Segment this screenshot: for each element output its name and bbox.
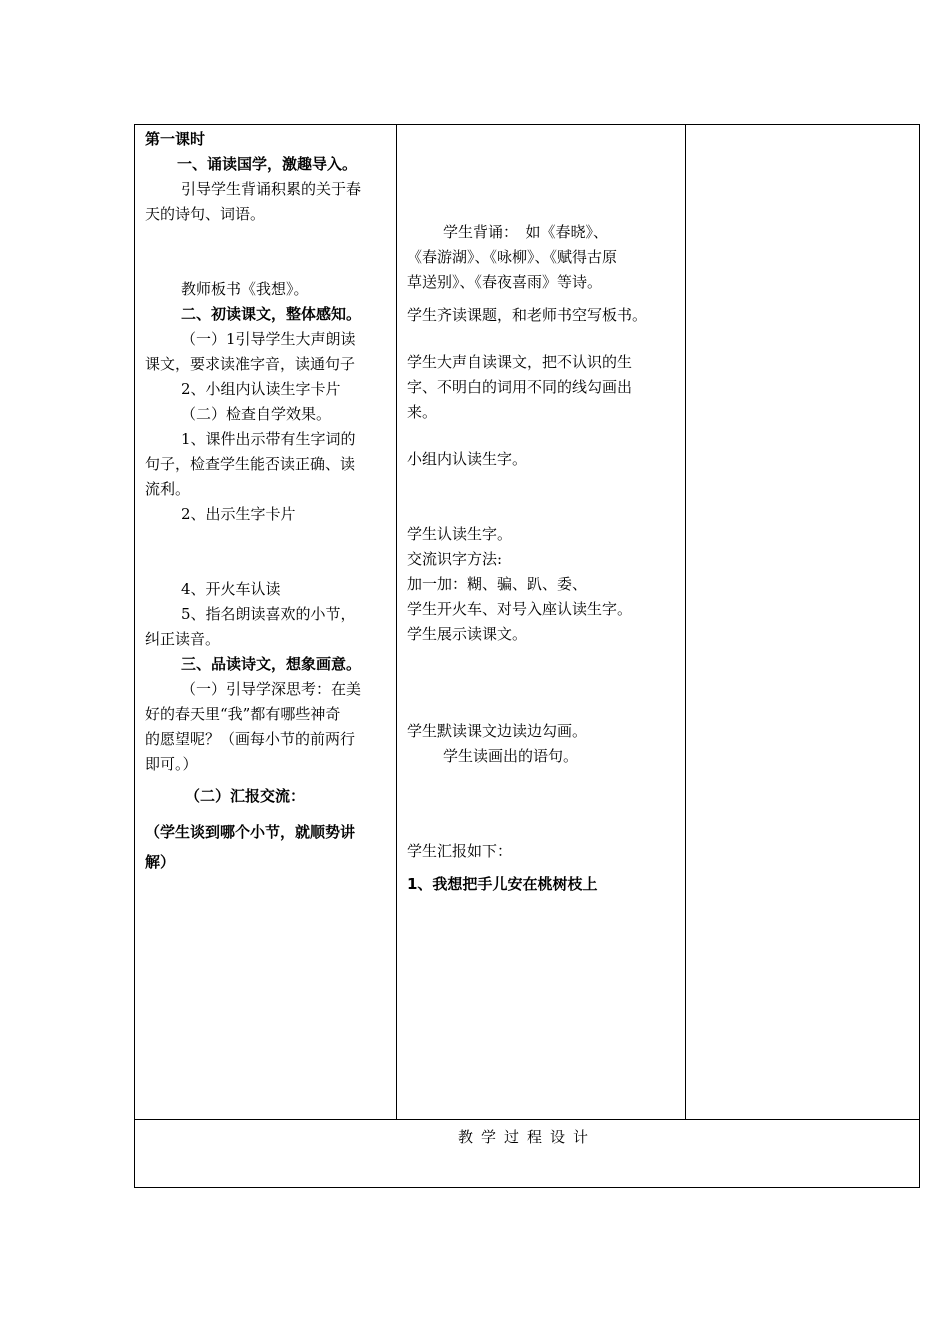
text-line: （一）引导学深思考：在美	[181, 680, 362, 698]
teacher-activity-cell	[145, 127, 390, 877]
text-line: 教师板书《我想》。	[181, 280, 309, 298]
text-line: 加一加：糊、骗、趴、委、	[407, 575, 588, 593]
text-line: 学生认读生字。	[407, 525, 513, 543]
text-line: 天的诗句、词语。	[145, 205, 266, 223]
text-line: 1、课件出示带有生字词的	[181, 430, 356, 448]
note-line: 解）	[145, 853, 176, 871]
section-heading: 二、初读课文，整体感知。	[181, 305, 362, 323]
note-line: （学生谈到哪个小节，就顺势讲	[145, 823, 356, 841]
text-line: 纠正读音。	[145, 630, 221, 648]
text-line: 好的春天里“我”都有哪些神奇	[145, 705, 341, 723]
column-divider	[396, 125, 397, 1119]
text-line: 引导学生背诵积累的关于春	[181, 180, 362, 198]
subsection-heading: （二）汇报交流：	[185, 787, 306, 805]
text-line: 学生开火车、对号入座认读生字。	[407, 600, 633, 618]
lesson-table	[134, 124, 920, 1188]
text-line: 学生背诵： 如《春晓》、	[443, 223, 609, 241]
text-line: 字、不明白的词用不同的线勾画出	[407, 378, 633, 396]
text-line: 流利。	[145, 480, 191, 498]
student-activity-cell	[407, 220, 687, 897]
text-line: 即可。）	[145, 755, 198, 773]
section-heading: 一、诵读国学，激趣导入。	[177, 155, 358, 173]
text-line: 学生展示读课文。	[407, 625, 528, 643]
lesson-period: 第一课时	[145, 130, 206, 148]
text-line: 2、出示生字卡片	[181, 505, 296, 523]
text-line: 学生汇报如下：	[407, 842, 513, 860]
text-line: 学生读画出的语句。	[443, 747, 579, 765]
text-line: 2、小组内认读生字卡片	[181, 380, 341, 398]
notes-cell	[695, 127, 910, 1107]
text-line: 学生大声自读课文，把不认识的生	[407, 353, 633, 371]
text-line: 学生默读课文边读边勾画。	[407, 722, 588, 740]
text-line: 1、我想把手儿安在桃树枝上	[407, 875, 598, 893]
text-line: 4、开火车认读	[181, 580, 281, 598]
row-divider	[135, 1119, 919, 1120]
text-line: （二）检查自学效果。	[181, 405, 332, 423]
section-heading: 三、品读诗文，想象画意。	[181, 655, 362, 673]
text-line: 5、指名朗读喜欢的小节，	[181, 605, 356, 623]
text-line: 来。	[407, 403, 438, 421]
text-line: （一）1引导学生大声朗读	[181, 330, 356, 348]
text-line: 学生齐读课题，和老师书空写板书。	[407, 306, 648, 324]
text-line: 句子，检查学生能否读正确、读	[145, 455, 356, 473]
text-line: 的愿望呢？（画每小节的前两行	[145, 730, 356, 748]
text-line: 小组内认读生字。	[407, 450, 528, 468]
text-line: 草送别》、《春夜喜雨》等诗。	[407, 273, 603, 291]
text-line: 课文，要求读准字音，读通句子	[145, 355, 356, 373]
section-title: 教学过程设计	[457, 1128, 596, 1146]
text-line: 《春游湖》、《咏柳》、《赋得古原	[407, 248, 618, 266]
text-line: 交流识字方法:	[407, 550, 503, 568]
